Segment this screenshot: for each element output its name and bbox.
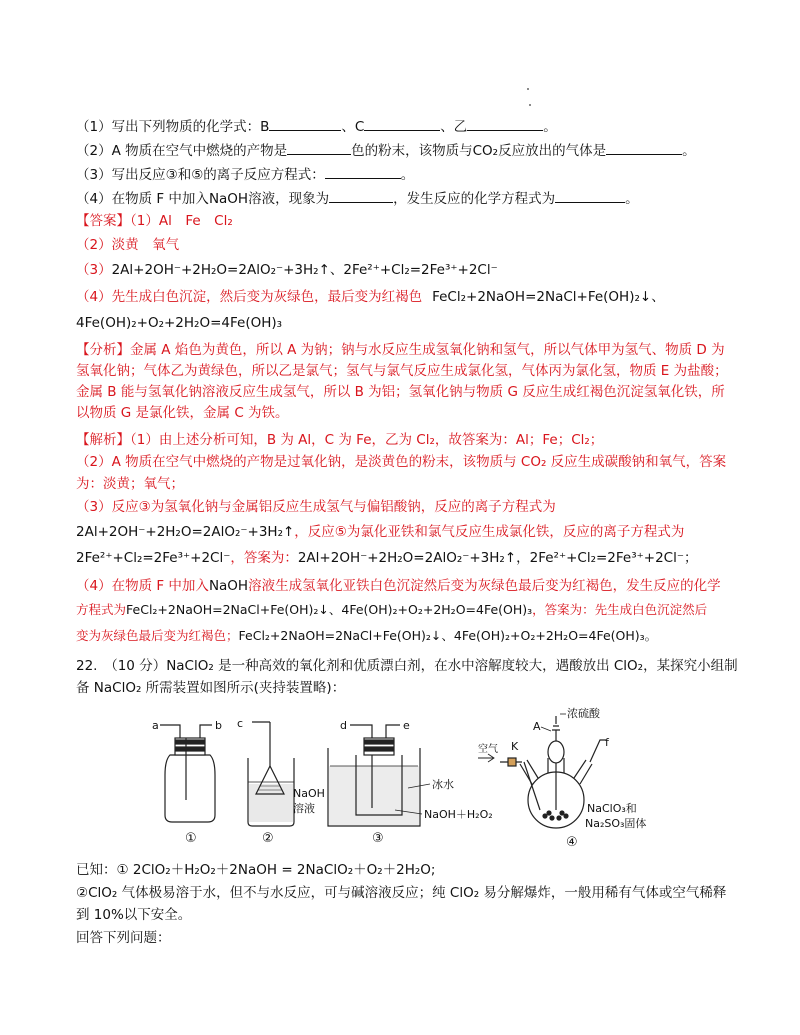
label-conc-acid: 浓硫酸 bbox=[567, 707, 600, 720]
answer-3: （3）2Al+2OH⁻+2H₂O=2AlO₂⁻+3H₂↑、2Fe²⁺+Cl₂=2Fe³⁺+2Cl⁻ bbox=[76, 262, 498, 278]
apparatus-2-beaker bbox=[248, 722, 294, 826]
label-c: c bbox=[237, 717, 244, 730]
explanation-line-7: （4）在物质 F 中加入NaOH溶液生成氢氧化亚铁白色沉淀然后变为灰绿色最后变为红褐色，发生反应的化学 bbox=[76, 578, 721, 594]
answer-4-equation: 4Fe(OH)₂+O₂+2H₂O=4Fe(OH)₃ bbox=[76, 315, 283, 331]
explanation-line-2: （2）A 物质在空气中燃烧的产物是过氧化钠，是淡黄色的粉末，该物质与 CO₂ 反应生成碳酸钠和氧气，答案 bbox=[76, 454, 727, 470]
blank-b[interactable] bbox=[269, 116, 341, 131]
question-22-line-1: 22. （10 分）NaClO₂ 是一种高效的氧化剂和优质漂白剂，在水中溶解度较大，遇酸放出 ClO₂，某探究小组制 bbox=[76, 658, 738, 674]
label-naoh: NaOH bbox=[293, 787, 325, 800]
page-speck bbox=[527, 88, 529, 90]
blank-equation[interactable] bbox=[555, 188, 625, 203]
blank-yi[interactable] bbox=[467, 116, 543, 131]
label-e: e bbox=[403, 719, 410, 732]
apparatus-figure bbox=[0, 700, 800, 860]
explanation-line-4: （3）反应③为氢氧化钠与金属铝反应生成氢气与偏铝酸钠，反应的离子方程式为 bbox=[76, 499, 556, 515]
explanation-line-3: 为：淡黄；氧气； bbox=[76, 476, 184, 492]
question-2-line: （2）A 物质在空气中燃烧的产物是 色的粉末，该物质与CO₂反应放出的气体是 。 bbox=[76, 140, 696, 161]
known-line-3: 到 10%以下安全。 bbox=[76, 907, 192, 923]
apparatus-3-ice-bath bbox=[328, 725, 420, 826]
blank-c[interactable] bbox=[364, 116, 440, 131]
label-d: d bbox=[340, 719, 347, 732]
explanation-line-9: 变为灰绿色最后变为红褐色；FeCl₂+2NaOH=2NaCl+Fe(OH)₂↓、4Fe(OH)₂+O₂+2H₂O=4Fe(OH)₃。 bbox=[76, 628, 658, 643]
answer-2: （2）淡黄 氧气 bbox=[76, 237, 180, 253]
label-circle-4: ④ bbox=[566, 835, 578, 850]
question-3-line: （3）写出反应③和⑤的离子反应方程式： 。 bbox=[76, 164, 414, 185]
question-1-line: （1）写出下列物质的化学式：B 、C 、乙 。 bbox=[76, 116, 557, 137]
question-4-line: （4）在物质 F 中加入NaOH溶液，现象为 ，发生反应的化学方程式为 。 bbox=[76, 188, 639, 209]
blank-gas[interactable] bbox=[606, 140, 682, 155]
label-naoh-h2o2: NaOH＋H₂O₂ bbox=[424, 808, 493, 821]
blank-ion-eq[interactable] bbox=[325, 164, 401, 179]
analysis-line-4: 以物质 G 是氯化铁，金属 C 为铁。 bbox=[76, 405, 289, 421]
explanation-line-1: 【解析】（1）由上述分析可知，B 为 Al，C 为 Fe，乙为 Cl₂，故答案为：Al；Fe；Cl₂； bbox=[76, 432, 604, 448]
label-f: f bbox=[605, 736, 609, 749]
apparatus-1-bottle bbox=[160, 725, 215, 822]
known-line-2: ②ClO₂ 气体极易溶于水，但不与水反应，可与碱溶液反应；纯 ClO₂ 易分解爆炸，一般用稀有气体或空气稀释 bbox=[76, 885, 727, 901]
explanation-line-8: 方程式为FeCl₂+2NaOH=2NaCl+Fe(OH)₂↓、4Fe(OH)₂+O₂+2H₂O=4Fe(OH)₃，答案为：先生成白色沉淀然后 bbox=[76, 602, 708, 617]
explanation-line-6: 2Fe²⁺+Cl₂=2Fe³⁺+2Cl⁻，答案为：2Al+2OH⁻+2H₂O=2AlO₂⁻+3H₂↑，2Fe²⁺+Cl₂=2Fe³⁺+2Cl⁻； bbox=[76, 550, 698, 566]
label-circle-2: ② bbox=[262, 831, 274, 846]
label-solution: 溶液 bbox=[293, 802, 315, 815]
label-na2so3: Na₂SO₃固体 bbox=[585, 817, 647, 830]
explanation-line-5: 2Al+2OH⁻+2H₂O=2AlO₂⁻+3H₂↑，反应⑤为氯化亚铁和氯气反应生成氯化铁，反应的离子方程式为 bbox=[76, 524, 685, 540]
label-air: 空气 bbox=[478, 744, 498, 755]
analysis-line-2: 氢氧化钠；气体乙为黄绿色，所以乙是氯气；氢气与氯气反应生成氯化氢，气体丙为氯化氢，物质 E 为盐酸； bbox=[76, 363, 728, 379]
analysis-line-3: 金属 B 能与氢氧化钠溶液反应生成氢气，所以 B 为铝；氢氧化钠与物质 G 反应生成红褐色沉淀氢氧化铁，所 bbox=[76, 384, 725, 400]
analysis-line-1: 【分析】金属 A 焰色为黄色，所以 A 为钠；钠与水反应生成氢氧化钠和氢气，所以气体甲为氢气、物质 D 为 bbox=[76, 342, 725, 358]
question-22-line-2: 备 NaClO₂ 所需装置如图所示(夹持装置略)： bbox=[76, 680, 346, 696]
label-naclo3: NaClO₃和 bbox=[587, 802, 637, 815]
label-b: b bbox=[215, 719, 222, 732]
label-circle-3: ③ bbox=[372, 831, 384, 846]
known-line-4: 回答下列问题： bbox=[76, 930, 171, 946]
page-speck bbox=[529, 104, 531, 106]
label-circle-1: ① bbox=[185, 831, 197, 846]
label-ice-water: 冰水 bbox=[432, 778, 454, 791]
blank-color[interactable] bbox=[287, 140, 351, 155]
blank-phenomenon[interactable] bbox=[329, 188, 393, 203]
label-K: K bbox=[511, 740, 519, 753]
label-A: A bbox=[533, 720, 541, 733]
answer-heading: 【答案】（1）Al Fe Cl₂ bbox=[76, 213, 233, 229]
known-line-1: 已知：① 2ClO₂＋H₂O₂＋2NaOH = 2NaClO₂＋O₂＋2H₂O; bbox=[76, 862, 436, 878]
answer-4: （4）先生成白色沉淀，然后变为灰绿色，最后变为红褐色 FeCl₂+2NaOH=2NaCl+Fe(OH)₂↓、 bbox=[76, 289, 665, 305]
label-a: a bbox=[152, 719, 159, 732]
